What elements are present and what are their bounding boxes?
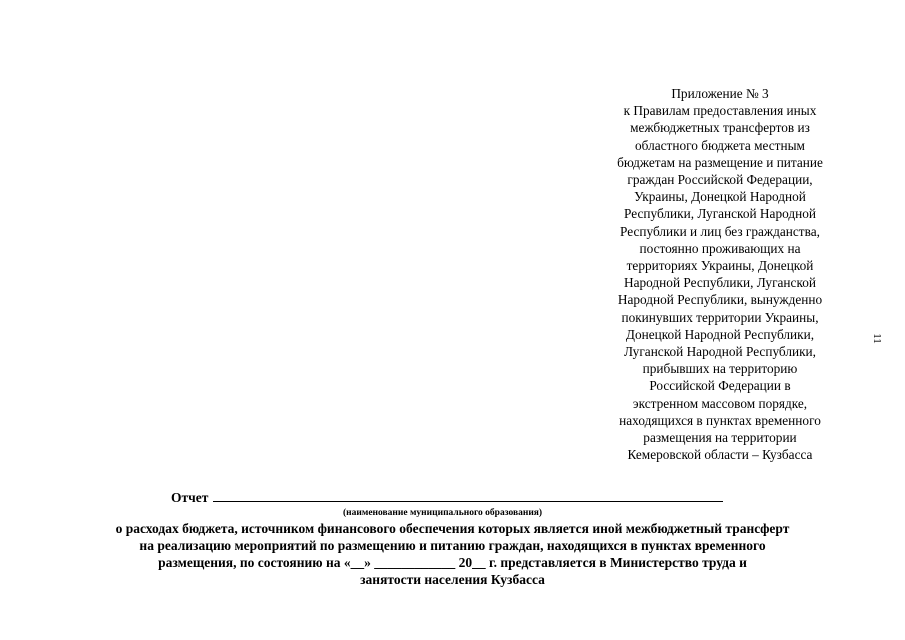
report-description-line: на реализацию мероприятий по размещению и питанию граждан, находящихся в пунктах временного xyxy=(139,538,766,553)
appendix-line: к Правилам предоставления иных xyxy=(623,103,817,119)
appendix-line: граждан Российской Федерации, xyxy=(627,172,813,188)
report-description-line: занятости населения Кузбасса xyxy=(360,572,545,587)
appendix-line: прибывших на территорию xyxy=(642,361,798,377)
appendix-line: Кемеровской области – Кузбасса xyxy=(627,447,813,463)
report-title-line xyxy=(171,488,723,506)
report-description-line: о расходах бюджета, источником финансового обеспечения которых является иной межбюджетный трансферт xyxy=(115,521,790,536)
report-label: Отчет xyxy=(171,490,209,505)
appendix-line: областного бюджета местным xyxy=(635,137,805,153)
appendix-line: Украины, Донецкой Народной xyxy=(634,189,806,205)
municipality-name-blank xyxy=(213,488,723,502)
report-description xyxy=(40,520,865,588)
appendix-line: Российской Федерации в xyxy=(649,378,791,394)
appendix-line: покинувших территории Украины, xyxy=(621,309,819,325)
page-number: 11 xyxy=(870,333,883,344)
appendix-line: межбюджетных трансфертов из xyxy=(630,120,810,136)
appendix-title: Приложение № 3 xyxy=(671,86,769,101)
appendix-line: постоянно проживающих на xyxy=(639,240,801,256)
appendix-line: Народной Республики, Луганской xyxy=(624,275,816,291)
appendix-line: Луганской Народной Республики, xyxy=(624,344,816,360)
appendix-line: Республики и лиц без гражданства, xyxy=(620,223,820,239)
appendix-header xyxy=(580,85,860,463)
appendix-line: размещения на территории xyxy=(643,430,797,446)
appendix-line: Республики, Луганской Народной xyxy=(624,206,816,222)
appendix-line: Народной Республики, вынужденно xyxy=(617,292,823,308)
appendix-line: бюджетам на размещение и питание xyxy=(617,154,823,170)
appendix-line: находящихся в пунктах временного xyxy=(619,412,821,428)
appendix-line: территориях Украины, Донецкой xyxy=(626,258,814,274)
report-description-line: размещения, по состоянию на «__» ____________ 20__ г. представляется в Министерство труда и xyxy=(158,555,747,570)
appendix-line: экстренном массовом порядке, xyxy=(632,395,808,411)
municipality-caption: (наименование муниципального образования) xyxy=(343,508,543,518)
appendix-line: Донецкой Народной Республики, xyxy=(625,326,815,342)
